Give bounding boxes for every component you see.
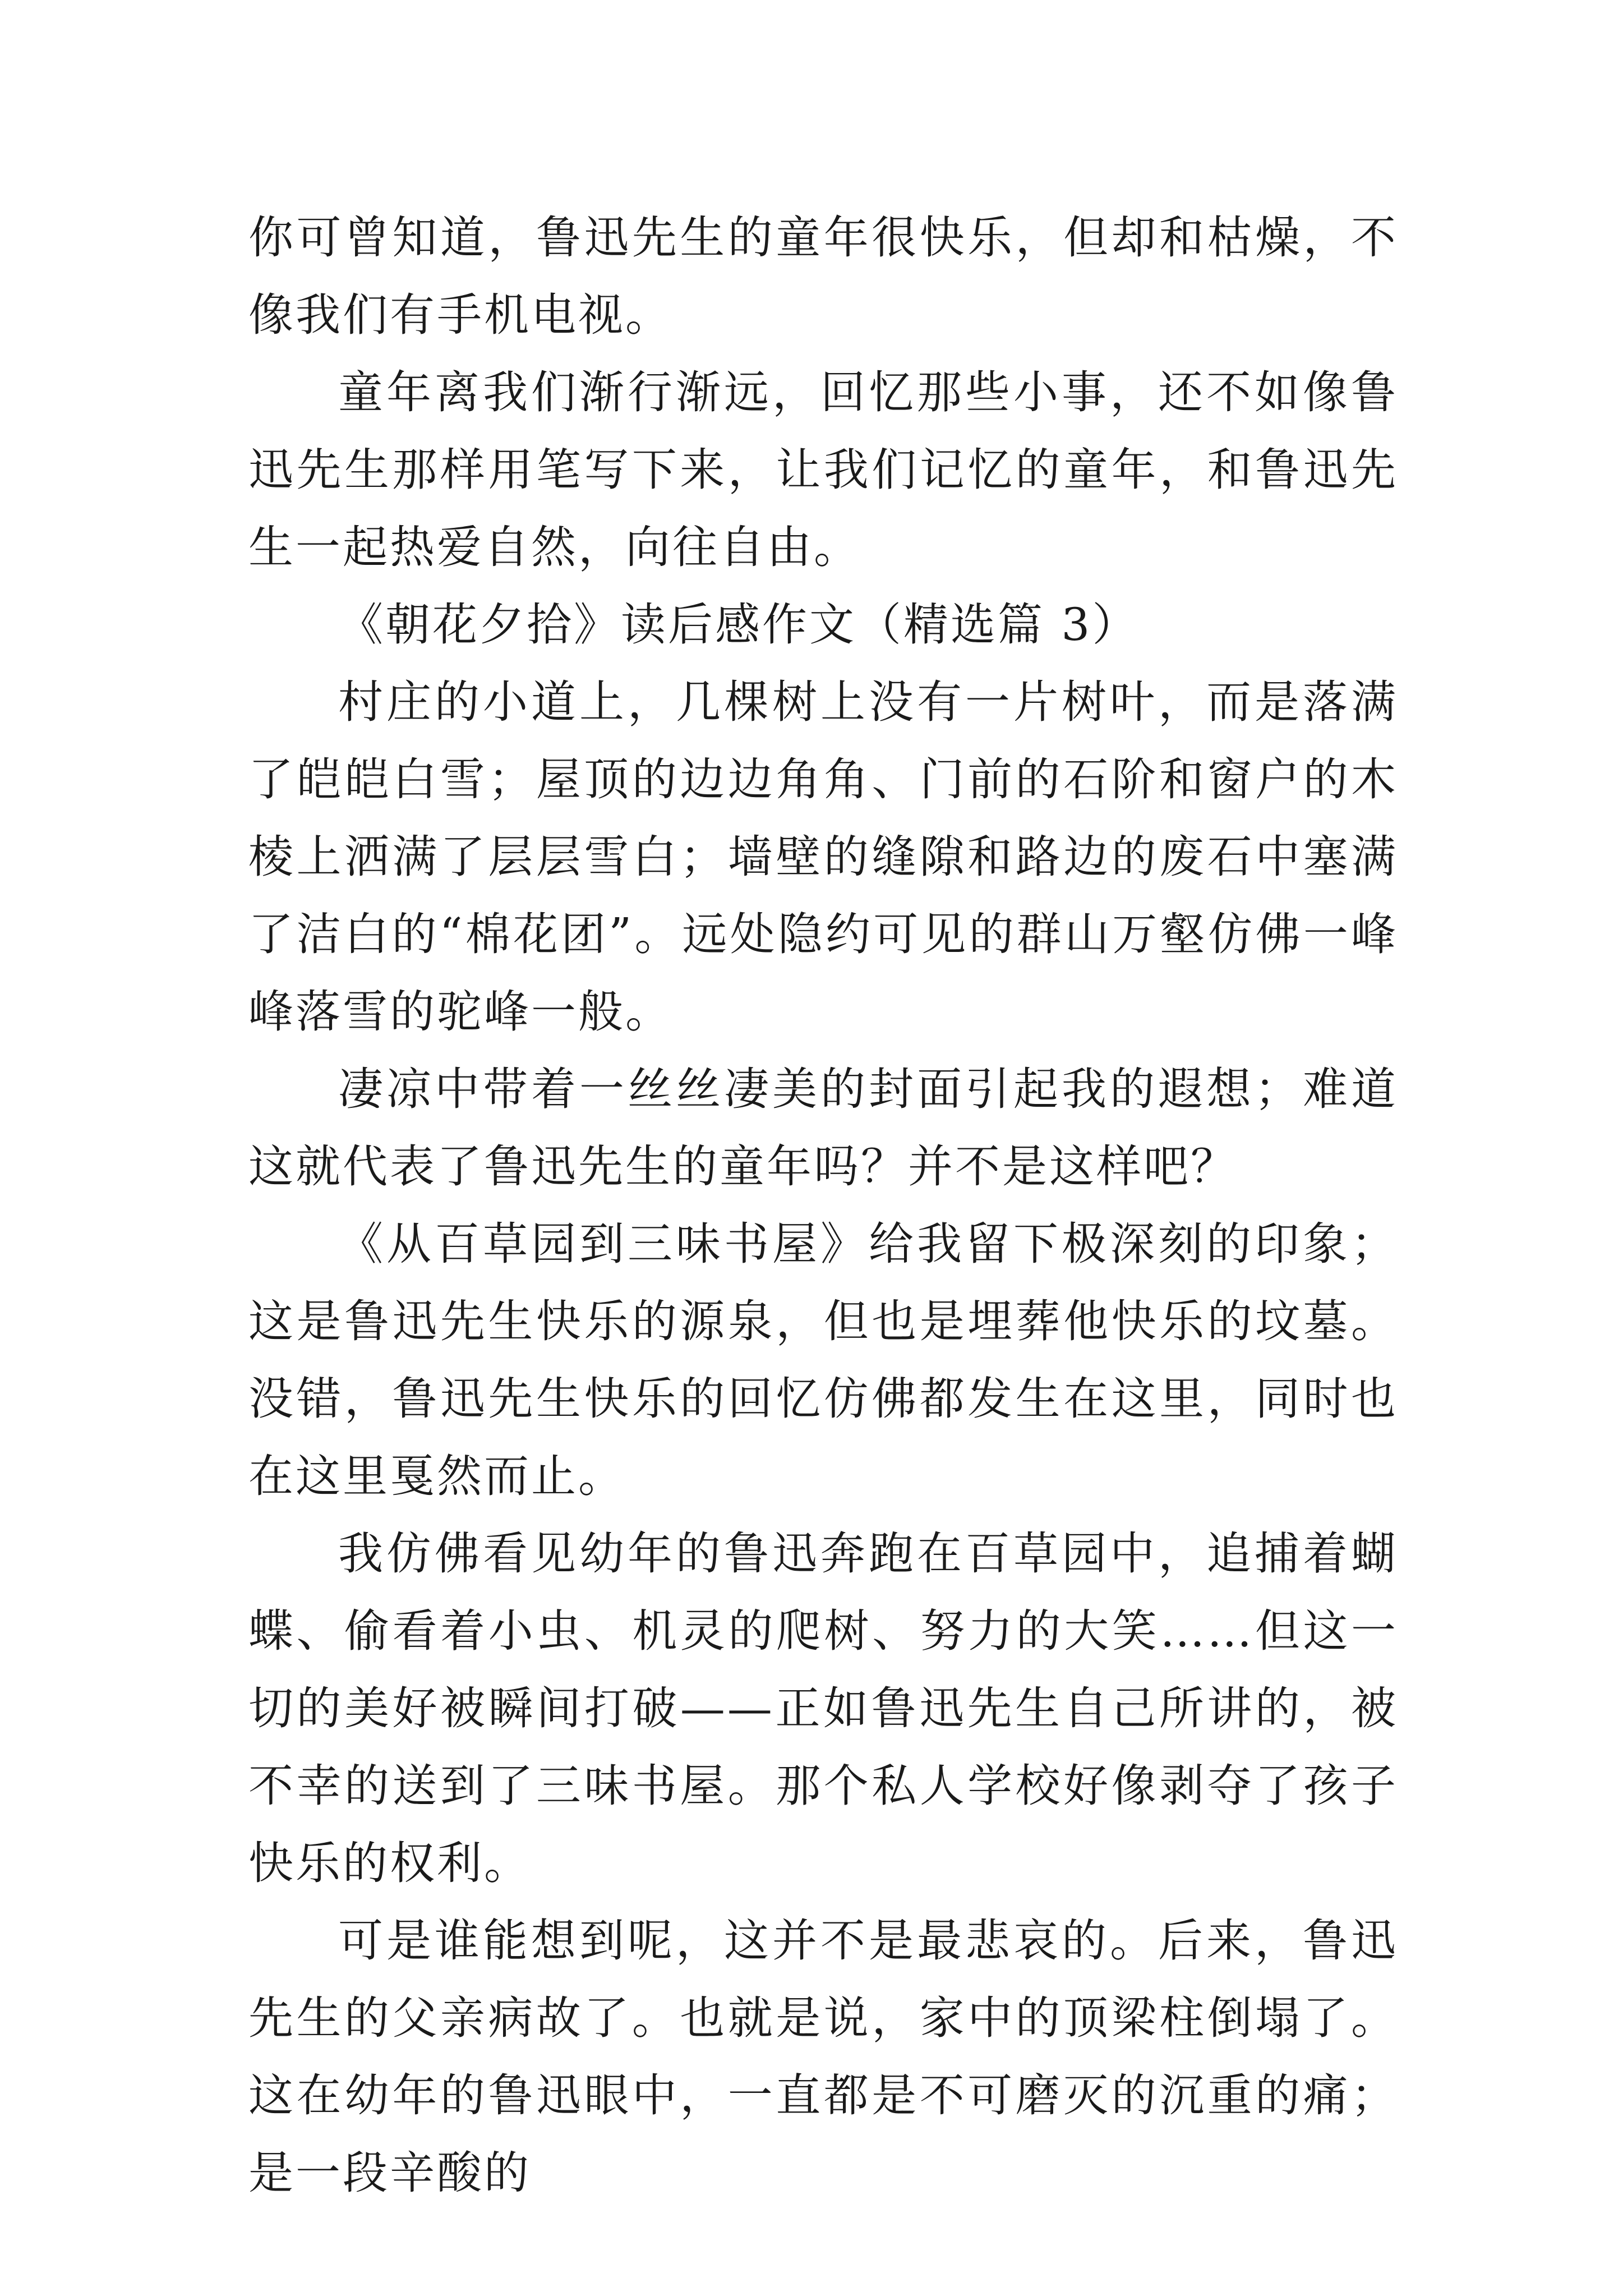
paragraph: 《从百草园到三味书屋》给我留下极深刻的印象；这是鲁迅先生快乐的源泉，但也是埋葬他快乐的坟墓。没错，鲁迅先生快乐的回忆仿佛都发生在这里，同时也在这里戛然而止。 (248, 1218, 1398, 1502)
paragraph: 凄凉中带着一丝丝凄美的封面引起我的遐想；难道这就代表了鲁迅先生的童年吗？并不是这样吧？ (248, 1063, 1398, 1193)
paragraph: 你可曾知道，鲁迅先生的童年很快乐，但却和枯燥，不像我们有手机电视。 (248, 211, 1398, 341)
paragraph: 童年离我们渐行渐远，回忆那些小事，还不如像鲁迅先生那样用笔写下来，让我们记忆的童年，和鲁迅先生一起热爱自然，向往自由。 (248, 366, 1398, 573)
section-heading: 《朝花夕拾》读后感作文（精选篇 3） (338, 599, 1140, 651)
document-body (248, 199, 1398, 2212)
paragraph: 村庄的小道上，几棵树上没有一片树叶，而是落满了皑皑白雪；屋顶的边边角角、门前的石阶和窗户的木棱上洒满了层层雪白；墙壁的缝隙和路边的废石中塞满了洁白的“棉花团”。远处隐约可见的群山万壑仿佛一峰峰落雪的驼峰一般。 (248, 676, 1398, 1038)
paragraph: 可是谁能想到呢，这并不是最悲哀的。后来，鲁迅先生的父亲病故了。也就是说，家中的顶梁柱倒塌了。这在幼年的鲁迅眼中，一直都是不可磨灭的沉重的痛；是一段辛酸的 (248, 1915, 1398, 2199)
paragraph: 我仿佛看见幼年的鲁迅奔跑在百草园中，追捕着蝴蝶、偷看着小虫、机灵的爬树、努力的大笑……但这一切的美好被瞬间打破——正如鲁迅先生自己所讲的，被不幸的送到了三味书屋。那个私人学校好像剥夺了孩子快乐的权利。 (248, 1527, 1398, 1889)
